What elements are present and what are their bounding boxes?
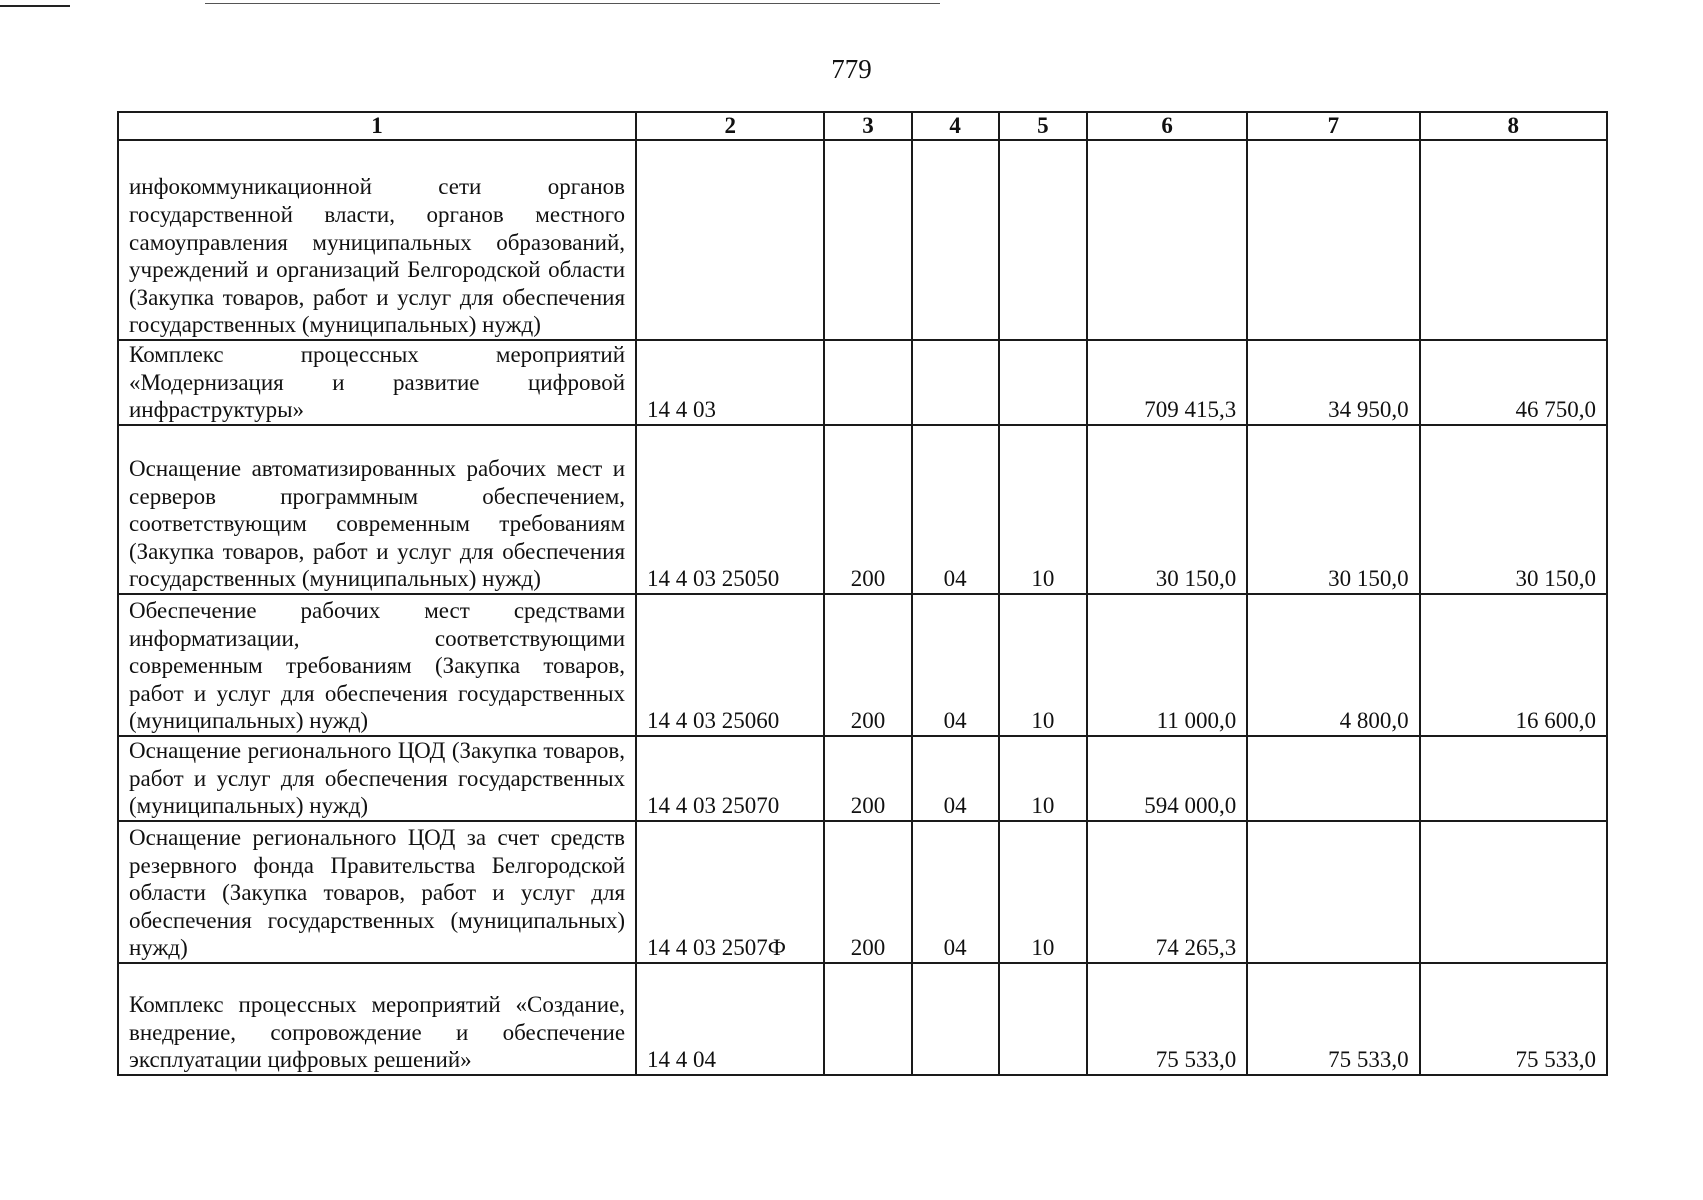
row-section: 04 <box>912 736 999 821</box>
row-amount-col6: 11 000,0 <box>1087 594 1247 736</box>
row-section: 04 <box>912 594 999 736</box>
column-header-7: 7 <box>1247 112 1419 140</box>
row-target-code: 14 4 03 25060 <box>636 594 824 736</box>
row-expense-type <box>824 963 911 1075</box>
row-amount-col8 <box>1420 821 1607 963</box>
row-target-code: 14 4 03 <box>636 340 824 425</box>
column-header-2: 2 <box>636 112 824 140</box>
row-amount-col8: 30 150,0 <box>1420 425 1607 594</box>
column-header-6: 6 <box>1087 112 1247 140</box>
top-rule-left <box>0 5 70 7</box>
row-amount-col6: 594 000,0 <box>1087 736 1247 821</box>
row-amount-col8 <box>1420 736 1607 821</box>
table-row <box>118 736 1607 821</box>
table-row <box>118 963 1607 1075</box>
row-name: Обеспечение рабочих мест средствами информатизации, соответствующими современным требованиям (Закупка товаров, работ и услуг для обеспечения государственных (муниципальных) нужд) <box>118 594 636 736</box>
row-amount-col7 <box>1247 821 1419 963</box>
row-target-code: 14 4 03 2507Ф <box>636 821 824 963</box>
table-row <box>118 425 1607 594</box>
row-expense-type: 200 <box>824 425 911 594</box>
row-target-code: 14 4 03 25050 <box>636 425 824 594</box>
row-amount-col7 <box>1247 140 1419 340</box>
row-amount-col6: 74 265,3 <box>1087 821 1247 963</box>
row-name: инфокоммуникационной сети органов государственной власти, органов местного самоуправления муниципальных образований, учреждений и организаций Белгородской области (Закупка товаров, работ и услуг для обеспечения государственных (муниципальных) нужд) <box>118 140 636 340</box>
column-header-5: 5 <box>999 112 1087 140</box>
row-amount-col6: 709 415,3 <box>1087 340 1247 425</box>
row-target-code: 14 4 03 25070 <box>636 736 824 821</box>
page-number: 779 <box>831 54 872 84</box>
row-amount-col6: 75 533,0 <box>1087 963 1247 1075</box>
table-row <box>118 821 1607 963</box>
row-expense-type <box>824 140 911 340</box>
row-amount-col7: 34 950,0 <box>1247 340 1419 425</box>
row-name: Оснащение регионального ЦОД (Закупка товаров, работ и услуг для обеспечения государственных (муниципальных) нужд) <box>118 736 636 821</box>
row-subsection: 10 <box>999 736 1087 821</box>
column-header-1: 1 <box>118 112 636 140</box>
row-expense-type: 200 <box>824 821 911 963</box>
budget-table <box>117 111 1608 1076</box>
row-expense-type: 200 <box>824 736 911 821</box>
row-subsection <box>999 963 1087 1075</box>
row-subsection: 10 <box>999 594 1087 736</box>
row-subsection <box>999 140 1087 340</box>
table-row <box>118 340 1607 425</box>
row-amount-col8: 46 750,0 <box>1420 340 1607 425</box>
row-subsection: 10 <box>999 425 1087 594</box>
row-expense-type <box>824 340 911 425</box>
row-section: 04 <box>912 821 999 963</box>
row-section: 04 <box>912 425 999 594</box>
row-amount-col7: 75 533,0 <box>1247 963 1419 1075</box>
row-section <box>912 340 999 425</box>
row-section <box>912 140 999 340</box>
table-row <box>118 140 1607 340</box>
row-amount-col6 <box>1087 140 1247 340</box>
column-header-8: 8 <box>1420 112 1607 140</box>
row-name: Комплекс процессных мероприятий «Создание, внедрение, сопровождение и обеспечение эксплуатации цифровых решений» <box>118 963 636 1075</box>
column-header-4: 4 <box>912 112 999 140</box>
column-header-3: 3 <box>824 112 911 140</box>
row-amount-col8: 16 600,0 <box>1420 594 1607 736</box>
row-name: Комплекс процессных мероприятий «Модернизация и развитие цифровой инфраструктуры» <box>118 340 636 425</box>
row-expense-type: 200 <box>824 594 911 736</box>
row-target-code <box>636 140 824 340</box>
row-section <box>912 963 999 1075</box>
row-subsection: 10 <box>999 821 1087 963</box>
row-target-code: 14 4 04 <box>636 963 824 1075</box>
table-header-row <box>118 112 1607 140</box>
table-row <box>118 594 1607 736</box>
row-amount-col7: 30 150,0 <box>1247 425 1419 594</box>
row-amount-col6: 30 150,0 <box>1087 425 1247 594</box>
row-name: Оснащение регионального ЦОД за счет средств резервного фонда Правительства Белгородской области (Закупка товаров, работ и услуг для обеспечения государственных (муниципальных) нужд) <box>118 821 636 963</box>
row-amount-col8: 75 533,0 <box>1420 963 1607 1075</box>
row-amount-col7 <box>1247 736 1419 821</box>
row-name: Оснащение автоматизированных рабочих мест и серверов программным обеспечением, соответствующим современным требованиям (Закупка товаров, работ и услуг для обеспечения государственных (муниципальных) нужд) <box>118 425 636 594</box>
row-amount-col7: 4 800,0 <box>1247 594 1419 736</box>
row-amount-col8 <box>1420 140 1607 340</box>
row-subsection <box>999 340 1087 425</box>
top-rule-right <box>205 3 940 4</box>
